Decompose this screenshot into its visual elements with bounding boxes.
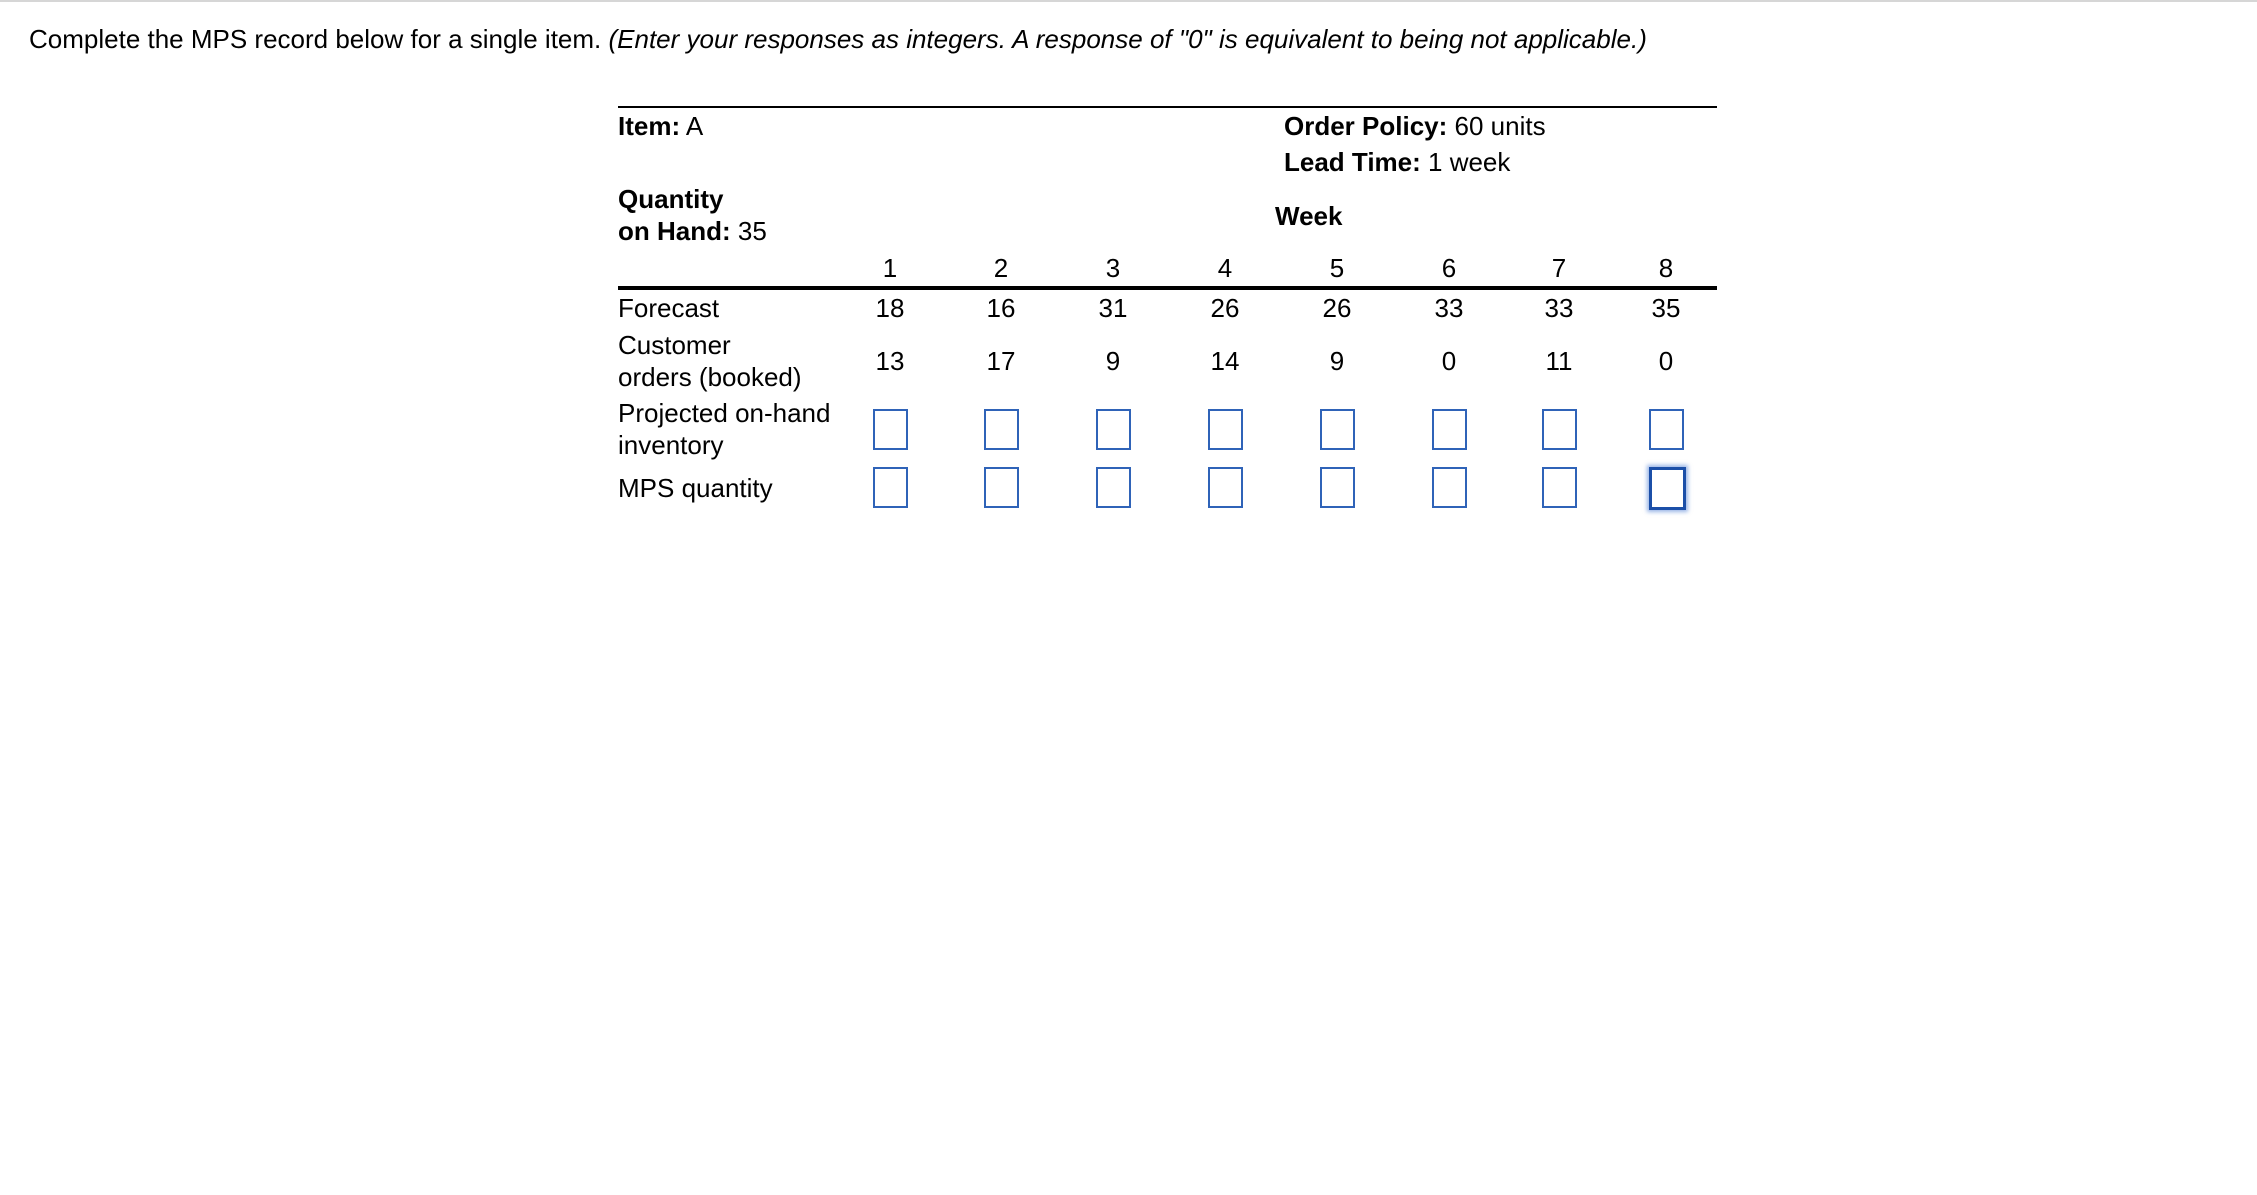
customer-orders-value: 0 — [1658, 346, 1674, 376]
instructions-main: Complete the MPS record below for a single item. — [29, 24, 602, 54]
lead-time — [1284, 146, 1510, 178]
week-number: 3 — [1105, 253, 1121, 283]
lead-time-value: 1 week — [1428, 147, 1511, 177]
table-top-rule — [618, 106, 1717, 108]
forecast-value: 31 — [1098, 293, 1128, 323]
mps-quantity-input-week-6[interactable] — [1432, 467, 1467, 508]
item-info — [618, 110, 703, 142]
customer-orders-value: 14 — [1210, 346, 1240, 376]
forecast-row-label: Forecast — [618, 293, 720, 323]
customer-orders-value: 0 — [1441, 346, 1457, 376]
forecast-value: 26 — [1210, 293, 1240, 323]
mps-quantity-input-week-5[interactable] — [1320, 467, 1355, 508]
customer-orders-value: 17 — [986, 346, 1016, 376]
projected-on-hand-input-week-3[interactable] — [1096, 409, 1131, 450]
qoh-label-line1: Quantity — [618, 184, 724, 214]
week-number: 6 — [1441, 253, 1457, 283]
projected-on-hand-input-week-5[interactable] — [1320, 409, 1355, 450]
forecast-value: 16 — [986, 293, 1016, 323]
mps-quantity-input-week-8[interactable] — [1649, 467, 1686, 510]
mps-quantity-input-week-2[interactable] — [984, 467, 1019, 508]
customer-orders-label-line1: Customer — [618, 330, 731, 360]
week-heading: Week — [1275, 201, 1343, 231]
item-value: A — [685, 111, 704, 141]
order-policy-value: 60 units — [1454, 111, 1546, 141]
customer-orders-value: 9 — [1329, 346, 1345, 376]
projected-on-hand-input-week-8[interactable] — [1649, 409, 1684, 450]
forecast-value: 35 — [1651, 293, 1681, 323]
projected-on-hand-input-week-2[interactable] — [984, 409, 1019, 450]
week-number: 2 — [993, 253, 1009, 283]
instructions — [29, 22, 1647, 56]
customer-orders-value: 9 — [1105, 346, 1121, 376]
qoh-value: 35 — [737, 216, 767, 246]
mps-quantity-input-week-1[interactable] — [873, 467, 908, 508]
header-divider — [618, 286, 1717, 290]
projected-on-hand-label-line1: Projected on-hand — [618, 398, 831, 428]
projected-on-hand-label-line2: inventory — [618, 430, 724, 460]
projected-on-hand-input-week-4[interactable] — [1208, 409, 1243, 450]
forecast-value: 26 — [1322, 293, 1352, 323]
mps-quantity-input-week-3[interactable] — [1096, 467, 1131, 508]
week-number: 1 — [882, 253, 898, 283]
lead-time-label: Lead Time: — [1284, 147, 1421, 177]
week-number: 7 — [1551, 253, 1567, 283]
customer-orders-label-line2: orders (booked) — [618, 362, 802, 392]
week-number: 8 — [1658, 253, 1674, 283]
week-number: 4 — [1217, 253, 1233, 283]
customer-orders-value: 13 — [875, 346, 905, 376]
mps-quantity-input-week-7[interactable] — [1542, 467, 1577, 508]
qoh-label-line2: on Hand: — [618, 216, 731, 246]
mps-record-table — [618, 106, 1717, 526]
item-label: Item: — [618, 111, 681, 141]
quantity-on-hand — [618, 215, 767, 247]
mps-quantity-input-week-4[interactable] — [1208, 467, 1243, 508]
customer-orders-value: 11 — [1545, 346, 1573, 376]
instructions-note: (Enter your responses as integers. A response of "0" is equivalent to being not applicable.) — [608, 24, 1647, 54]
page-top-divider — [0, 0, 2257, 2]
forecast-value: 33 — [1434, 293, 1464, 323]
order-policy-label: Order Policy: — [1284, 111, 1448, 141]
projected-on-hand-input-week-6[interactable] — [1432, 409, 1467, 450]
order-policy — [1284, 110, 1546, 142]
forecast-value: 18 — [875, 293, 905, 323]
mps-quantity-label: MPS quantity — [618, 473, 773, 503]
week-number: 5 — [1329, 253, 1345, 283]
forecast-value: 33 — [1544, 293, 1574, 323]
projected-on-hand-input-week-7[interactable] — [1542, 409, 1577, 450]
projected-on-hand-input-week-1[interactable] — [873, 409, 908, 450]
